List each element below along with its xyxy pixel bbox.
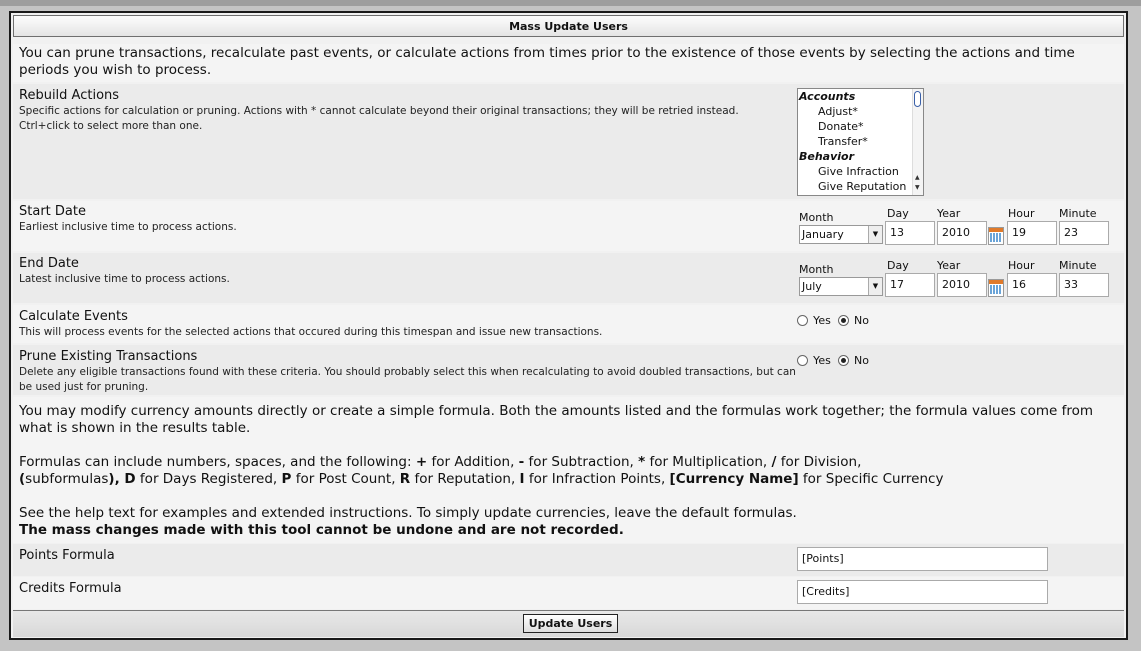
prune-options — [797, 350, 881, 369]
start-day-input[interactable]: 13 — [885, 221, 935, 245]
option-give-reputation[interactable]: Give Reputation — [818, 180, 907, 193]
calculate-events-label: Calculate Events — [19, 309, 128, 324]
chevron-down-icon[interactable]: ▼ — [868, 278, 882, 295]
option-donate[interactable]: Donate* — [818, 120, 864, 133]
top-strip — [0, 0, 1141, 6]
prune-desc: Delete any eligible transactions found with these criteria. You should probably select this when recalculating to avoid doubled transactions, but can be used just for pruning. — [19, 366, 796, 393]
end-date-row — [13, 253, 1124, 303]
calc-yes-radio[interactable] — [797, 315, 808, 326]
update-users-button[interactable]: Update Users — [523, 614, 618, 633]
start-date-row — [13, 201, 1124, 251]
end-hour-input[interactable]: 16 — [1007, 273, 1057, 297]
end-month-value: July — [802, 280, 822, 293]
prune-yes-radio[interactable] — [797, 355, 808, 366]
panel-title: Mass Update Users — [13, 15, 1124, 37]
start-year-input[interactable]: 2010 — [937, 221, 987, 245]
year-caption: Year — [937, 207, 961, 220]
credits-formula-row — [13, 577, 1124, 609]
rebuild-actions-label: Rebuild Actions — [19, 88, 120, 103]
month-caption: Month — [799, 211, 834, 224]
year-caption: Year — [937, 259, 961, 272]
form-footer — [13, 610, 1124, 637]
calculate-events-options — [797, 310, 881, 329]
credits-formula-label: Credits Formula — [19, 581, 122, 596]
minute-caption: Minute — [1059, 207, 1097, 220]
month-caption: Month — [799, 263, 834, 276]
formula-help-p3: See the help text for examples and extended instructions. To simply update currencies, leave the default formulas. — [19, 505, 797, 521]
group-accounts: Accounts — [799, 90, 856, 103]
mass-update-panel — [9, 11, 1128, 640]
rebuild-actions-listbox[interactable] — [797, 88, 924, 196]
prune-no-radio[interactable] — [838, 355, 849, 366]
start-minute-input[interactable]: 23 — [1059, 221, 1109, 245]
minute-caption: Minute — [1059, 259, 1097, 272]
intro-row — [13, 44, 1124, 82]
start-date-desc: Earliest inclusive time to process actions. — [19, 221, 237, 233]
prune-row — [13, 345, 1124, 395]
option-transfer[interactable]: Transfer* — [818, 135, 868, 148]
start-month-select[interactable] — [799, 225, 883, 244]
scroll-down-icon[interactable]: ▼ — [915, 184, 920, 191]
chevron-down-icon[interactable]: ▼ — [868, 226, 882, 243]
day-caption: Day — [887, 259, 909, 272]
scroll-up-icon[interactable]: ▲ — [915, 174, 920, 181]
end-month-select[interactable] — [799, 277, 883, 296]
calendar-icon[interactable] — [988, 279, 1004, 297]
calc-no-label[interactable]: No — [854, 314, 870, 327]
points-formula-label: Points Formula — [19, 548, 115, 563]
end-day-input[interactable]: 17 — [885, 273, 935, 297]
prune-no-label[interactable]: No — [854, 354, 870, 367]
scrollbar-thumb[interactable] — [914, 91, 921, 107]
end-year-input[interactable]: 2010 — [937, 273, 987, 297]
day-caption: Day — [887, 207, 909, 220]
start-hour-input[interactable]: 19 — [1007, 221, 1057, 245]
points-formula-row — [13, 544, 1124, 576]
start-date-label: Start Date — [19, 204, 86, 219]
calculate-events-row — [13, 305, 1124, 343]
formula-help-p1: You may modify currency amounts directly or create a simple formula. Both the amounts listed and the formulas work together; the formula values come from what is shown in the results table. — [19, 403, 1094, 436]
option-adjust[interactable]: Adjust* — [818, 105, 858, 118]
formula-help-p2b: (subformulas), D for Days Registered, P for Post Count, R for Reputation, I for Infraction Points, [Currency Name] for Specific Currency — [19, 471, 944, 487]
calculate-events-desc: This will process events for the selected actions that occured during this timespan and issue new transactions. — [19, 326, 603, 338]
prune-yes-label[interactable]: Yes — [813, 354, 831, 367]
start-month-value: January — [802, 228, 844, 241]
calendar-icon[interactable] — [988, 227, 1004, 245]
end-date-desc: Latest inclusive time to process actions. — [19, 273, 230, 285]
listbox-scrollbar[interactable] — [912, 89, 923, 195]
formula-help-row — [13, 397, 1124, 543]
calc-no-radio[interactable] — [838, 315, 849, 326]
points-formula-input[interactable]: [Points] — [797, 547, 1048, 571]
hour-caption: Hour — [1008, 207, 1035, 220]
formula-help-p2: Formulas can include numbers, spaces, and the following: + for Addition, - for Subtraction, * for Multiplication, / for Division, — [19, 454, 862, 470]
prune-label: Prune Existing Transactions — [19, 349, 198, 364]
formula-warning: The mass changes made with this tool cannot be undone and are not recorded. — [19, 522, 624, 538]
end-minute-input[interactable]: 33 — [1059, 273, 1109, 297]
calc-yes-label[interactable]: Yes — [813, 314, 831, 327]
rebuild-actions-hint: Ctrl+click to select more than one. — [19, 120, 203, 132]
rebuild-actions-desc: Specific actions for calculation or pruning. Actions with * cannot calculate beyond their original transactions; they will be retried instead. — [19, 105, 739, 117]
hour-caption: Hour — [1008, 259, 1035, 272]
group-behavior: Behavior — [799, 150, 855, 163]
intro-text: You can prune transactions, recalculate past events, or calculate actions from times prior to the existence of those events by selecting the actions and time periods you wish to process. — [19, 45, 1075, 78]
rebuild-actions-row — [13, 84, 1124, 199]
credits-formula-input[interactable]: [Credits] — [797, 580, 1048, 604]
end-date-label: End Date — [19, 256, 79, 271]
option-give-infraction[interactable]: Give Infraction — [818, 165, 899, 178]
